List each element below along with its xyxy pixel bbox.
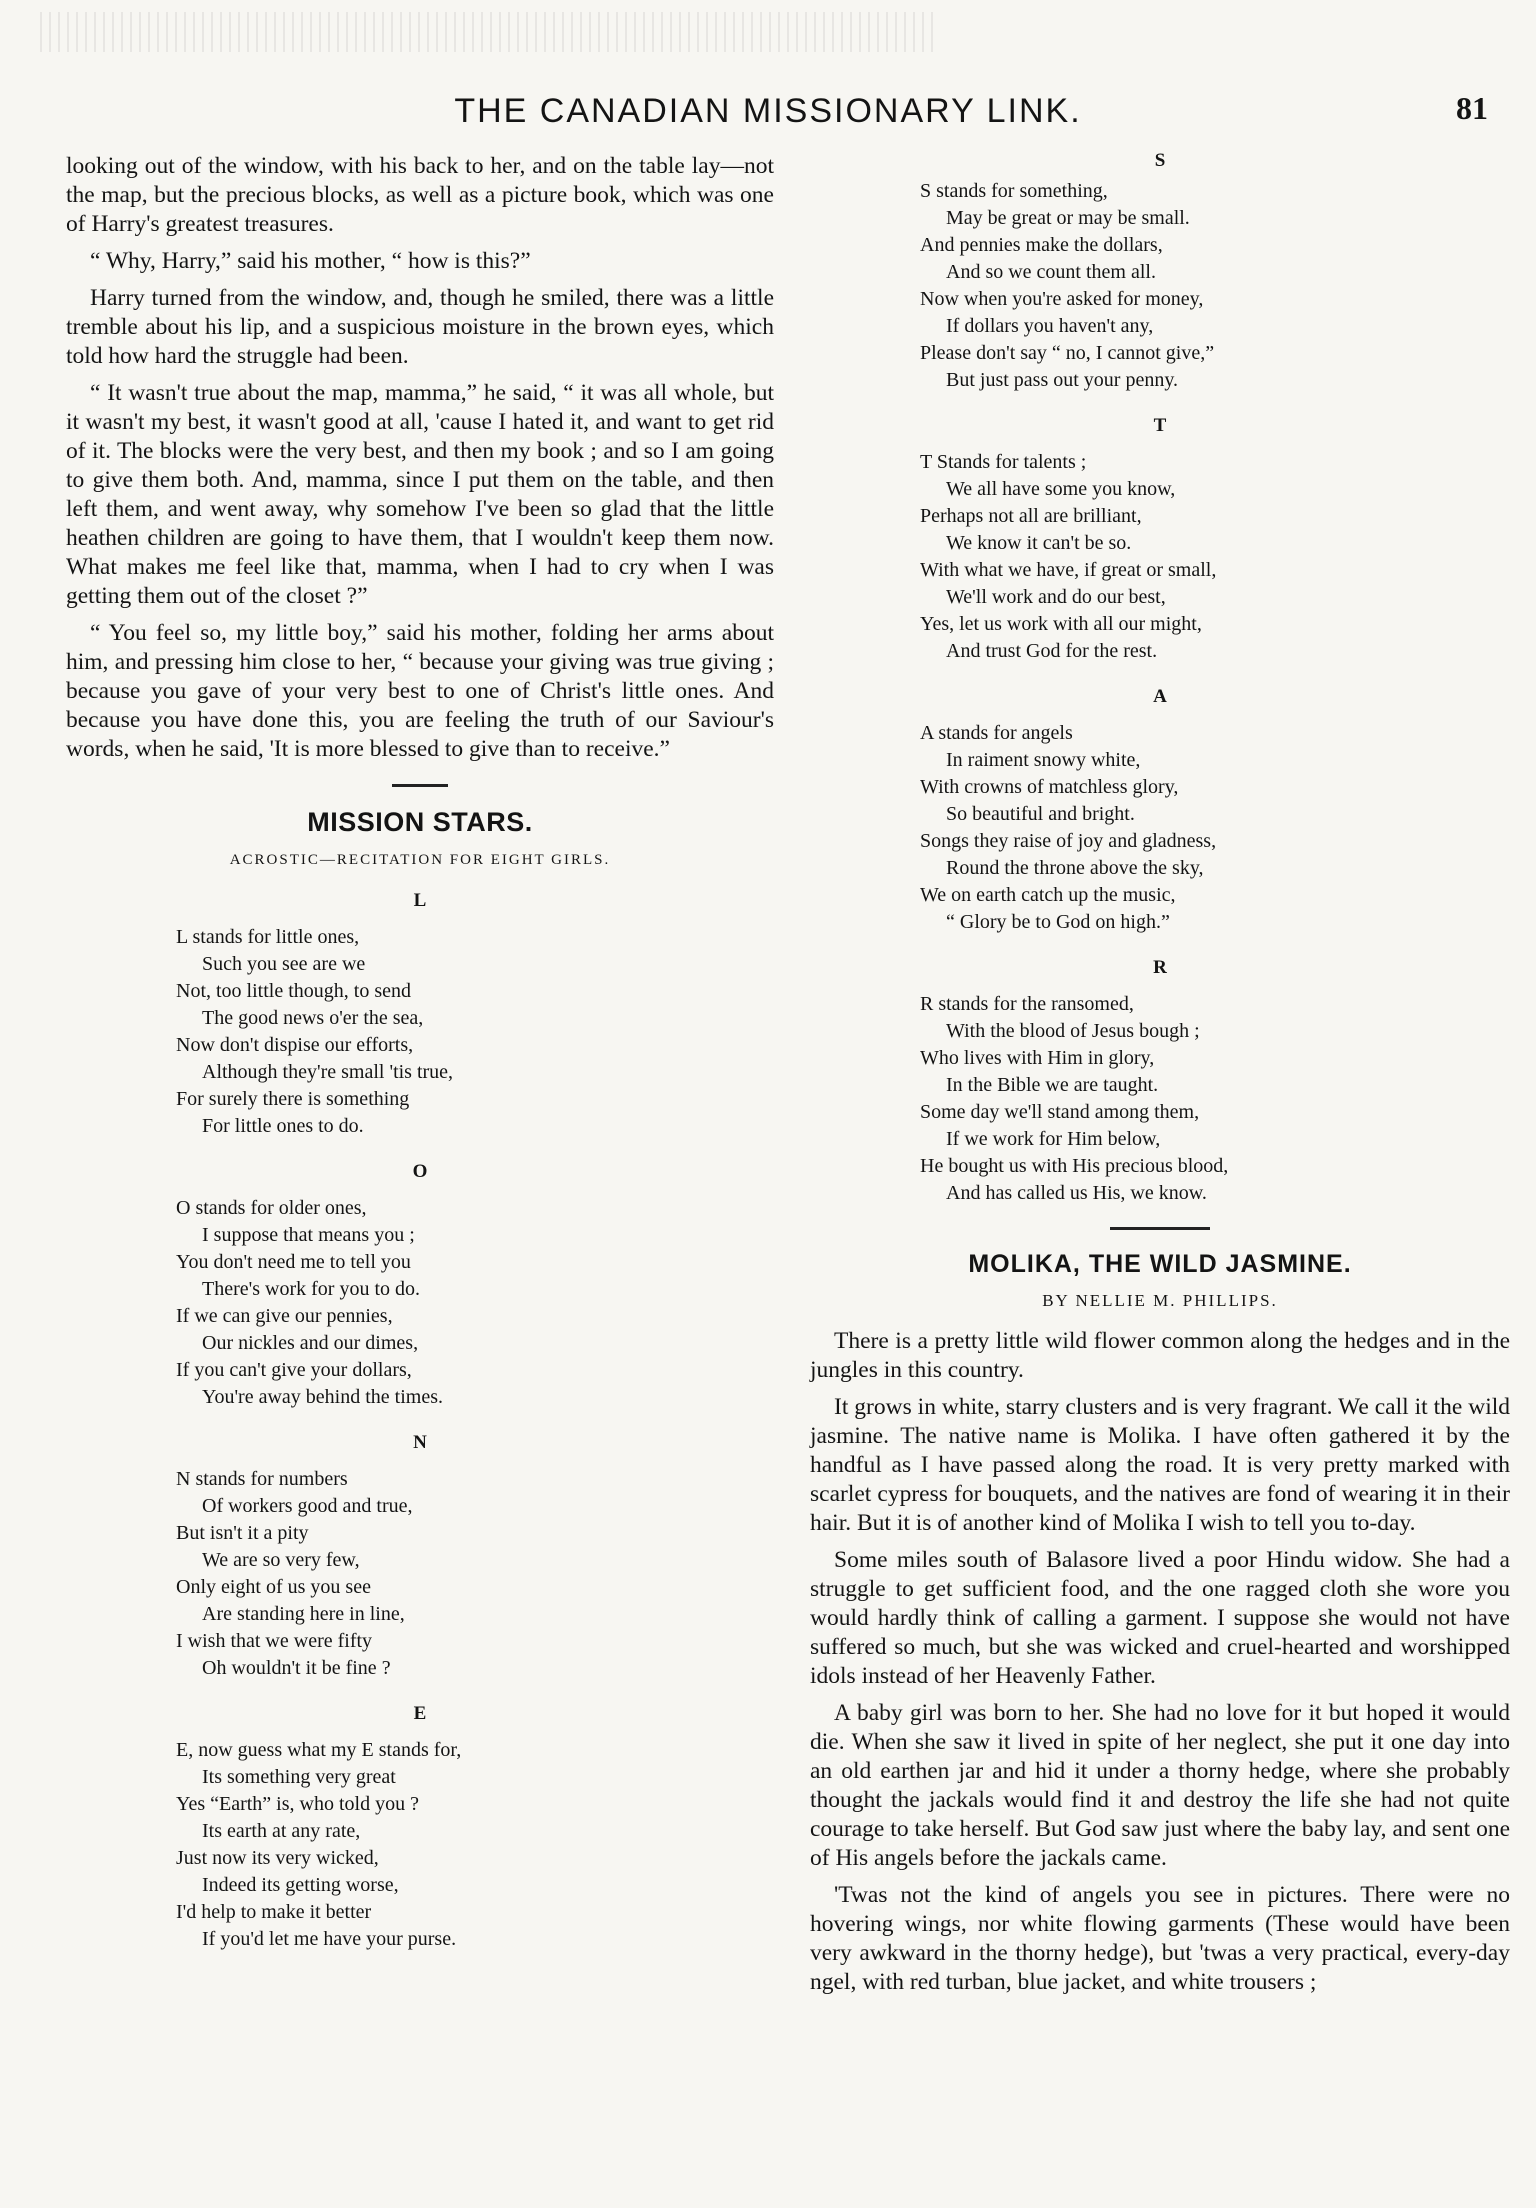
poem-line: Indeed its getting worse, (202, 1874, 399, 1896)
left-column (66, 152, 774, 1959)
poem-line: And trust God for the rest. (946, 640, 1158, 662)
poem-line: Our nickles and our dimes, (202, 1332, 419, 1354)
poem-line: For surely there is something (176, 1088, 410, 1110)
paragraph: “ Why, Harry,” said his mother, “ how is this?” (90, 248, 531, 274)
poem-line: Its earth at any rate, (202, 1820, 361, 1842)
page-number: 81 (1456, 90, 1488, 126)
stanza-letter: T (1153, 415, 1167, 436)
poem-line: Yes “Earth” is, who told you ? (176, 1793, 419, 1815)
stanza-letter: N (413, 1432, 427, 1453)
paragraph: There is a pretty little wild flower common along the hedges and in the jungles in this country. (810, 1328, 1510, 1383)
poem-line: I'd help to make it better (176, 1901, 372, 1923)
poem-line: Such you see are we (202, 953, 366, 975)
poem-line: T Stands for talents ; (920, 451, 1087, 473)
stanza (920, 147, 1510, 394)
stanza-letter: O (412, 1161, 428, 1182)
stanza-letter: E (413, 1703, 427, 1724)
poem-line: In the Bible we are taught. (946, 1074, 1159, 1096)
poem-line: If dollars you haven't any, (946, 315, 1154, 337)
poem-line: A stands for angels (920, 722, 1073, 744)
poem-line: Round the throne above the sky, (946, 857, 1204, 879)
running-head: THE CANADIAN MISSIONARY LINK. (454, 92, 1082, 130)
poem-line: Oh wouldn't it be fine ? (202, 1657, 391, 1679)
poem-line: The good news o'er the sea, (202, 1007, 424, 1029)
poem-line: But isn't it a pity (176, 1522, 309, 1544)
poem-line: And pennies make the dollars, (920, 234, 1163, 256)
paragraph: It grows in white, starry clusters and is very fragrant. We call it the wild jasmine. The native name is Molika. I have often gathered it by the handful as I have passed along the road. It is very pretty marked with scarlet cypress for bouquets, and the natives are fond of wearing it in their hair. But it is of another kind of Molika I wish to tell you to-day. (810, 1394, 1510, 1536)
poem-line: Songs they raise of joy and gladness, (920, 830, 1217, 852)
poem-line: R stands for the ransomed, (920, 993, 1134, 1015)
poem-line: If we work for Him below, (946, 1128, 1161, 1150)
poem-line: With what we have, if great or small, (920, 559, 1217, 581)
poem-line: He bought us with His precious blood, (920, 1155, 1229, 1177)
poem-line: For little ones to do. (202, 1115, 364, 1137)
poem-line: Are standing here in line, (202, 1603, 405, 1625)
poem-line: I wish that we were fifty (176, 1630, 373, 1652)
poem-line: We all have some you know, (946, 478, 1176, 500)
poem-line: We know it can't be so. (946, 532, 1132, 554)
stanza-letter: L (413, 890, 427, 911)
poem-line: Some day we'll stand among them, (920, 1101, 1200, 1123)
poem-line: If we can give our pennies, (176, 1305, 393, 1327)
poem-line: I suppose that means you ; (202, 1224, 415, 1246)
poem-continued (920, 147, 1510, 1207)
poem-line: So beautiful and bright. (946, 803, 1135, 825)
poem-line: S stands for something, (920, 180, 1108, 202)
poem-line: Of workers good and true, (202, 1495, 413, 1517)
scan-noise (40, 12, 940, 52)
poem-line: And so we count them all. (946, 261, 1156, 283)
paragraph: “ You feel so, my little boy,” said his mother, folding her arms about him, and pressing him close to her, “ because your giving was true giving ; because you gave of your very best to one of Christ's little ones. And because you have done this, you are feeling the truth of our Saviour's words, when he said, 'It is more blessed to give than to receive.” (66, 620, 774, 762)
poem-line: Now when you're asked for money, (920, 288, 1204, 310)
poem-line: And has called us His, we know. (946, 1182, 1207, 1204)
poem-line: There's work for you to do. (202, 1278, 420, 1300)
poem-line: In raiment snowy white, (946, 749, 1141, 771)
poem-line: We'll work and do our best, (946, 586, 1166, 608)
poem-line: If you'd let me have your purse. (202, 1928, 457, 1950)
stanza (176, 1700, 774, 1953)
poem-line: You don't need me to tell you (176, 1251, 411, 1273)
poem-line: N stands for numbers (176, 1468, 348, 1490)
paragraph: A baby girl was born to her. She had no love for it but hoped it would die. When she saw it lived in spite of her neglect, she put it one day into an old earthen jar and hid it under a thorny hedge, where she probably thought the jackals would find it and destroy the life she had not quite courage to take herself. But God saw just where the baby lay, and sent one of His angels before the jackals came. (810, 1700, 1510, 1871)
poem-line: Now don't dispise our efforts, (176, 1034, 414, 1056)
right-column (810, 143, 1510, 2005)
stanza (176, 1158, 774, 1411)
poem (176, 887, 774, 1953)
poem-line: If you can't give your dollars, (176, 1359, 412, 1381)
byline: BY NELLIE M. PHILLIPS. (1042, 1291, 1278, 1310)
poem-line: Although they're small 'tis true, (202, 1061, 454, 1083)
stanza-letter: A (1153, 686, 1167, 707)
section-rule (1110, 1227, 1210, 1230)
poem-line: May be great or may be small. (946, 207, 1190, 229)
stanza-letter: R (1153, 957, 1167, 978)
section-subtitle: ACROSTIC—RECITATION FOR EIGHT GIRLS. (229, 852, 611, 868)
section-rule (392, 784, 448, 787)
poem-line: E, now guess what my E stands for, (176, 1739, 462, 1761)
poem-line: Yes, let us work with all our might, (920, 613, 1202, 635)
poem-line: Not, too little though, to send (176, 980, 411, 1002)
poem-line: Please don't say “ no, I cannot give,” (920, 342, 1215, 364)
paragraph: 'Twas not the kind of angels you see in pictures. There were no hovering wings, nor white flowing garments (These would have been very awkward in the thorny hedge), but 'twas a very practical, every-day ngel, with red turban, blue jacket, and white trousers ; (810, 1882, 1510, 1995)
poem-line: O stands for older ones, (176, 1197, 367, 1219)
poem-line: L stands for little ones, (176, 926, 360, 948)
stanza (176, 887, 774, 1140)
stanza (176, 1429, 774, 1682)
poem-line: We on earth catch up the music, (920, 884, 1176, 906)
section-title: MISSION STARS. (307, 807, 533, 837)
paragraph: Harry turned from the window, and, though he smiled, there was a little tremble about his lip, and a suspicious moisture in the brown eyes, which told how hard the struggle had been. (66, 285, 774, 369)
poem-line: But just pass out your penny. (946, 369, 1179, 391)
poem-line: “ Glory be to God on high.” (946, 911, 1170, 933)
poem-line: With crowns of matchless glory, (920, 776, 1179, 798)
poem-line: We are so very few, (202, 1549, 360, 1571)
article-title: MOLIKA, THE WILD JASMINE. (968, 1250, 1352, 1278)
stanza (920, 683, 1510, 936)
stanza-letter: S (1154, 150, 1166, 171)
stanza (920, 412, 1510, 665)
article-body (810, 1327, 1510, 1997)
poem-line: Its something very great (202, 1766, 396, 1788)
poem-line: Just now its very wicked, (176, 1847, 379, 1869)
paragraph: looking out of the window, with his back to her, and on the table lay—not the map, but the precious blocks, as well as a picture book, which was one of Harry's greatest treasures. (66, 153, 774, 237)
poem-line: You're away behind the times. (202, 1386, 443, 1408)
poem-line: Perhaps not all are brilliant, (920, 505, 1142, 527)
poem-line: With the blood of Jesus bough ; (946, 1020, 1200, 1042)
paragraph: Some miles south of Balasore lived a poor Hindu widow. She had a struggle to get sufficient food, and the one ragged cloth she wore you would hardly think of calling a garment. I suppose she would not have suffered so much, but she was wicked and cruel-hearted and worshipped idols instead of her Heavenly Father. (810, 1547, 1510, 1689)
stanza (920, 954, 1510, 1207)
paragraph: “ It wasn't true about the map, mamma,” he said, “ it was all whole, but it wasn't my best, it wasn't good at all, 'cause I hated it, and want to get rid of it. The blocks were the very best, and then my book ; and so I am going to give them both. And, mamma, since I put them on the table, and then left them, and went away, why somehow I've been so glad that the little heathen children are going to have them, that I wouldn't keep them now. What makes me feel like that, mamma, when I had to cry when I was getting them out of the closet ?” (66, 380, 774, 609)
poem-line: Only eight of us you see (176, 1576, 371, 1598)
poem-line: Who lives with Him in glory, (920, 1047, 1155, 1069)
